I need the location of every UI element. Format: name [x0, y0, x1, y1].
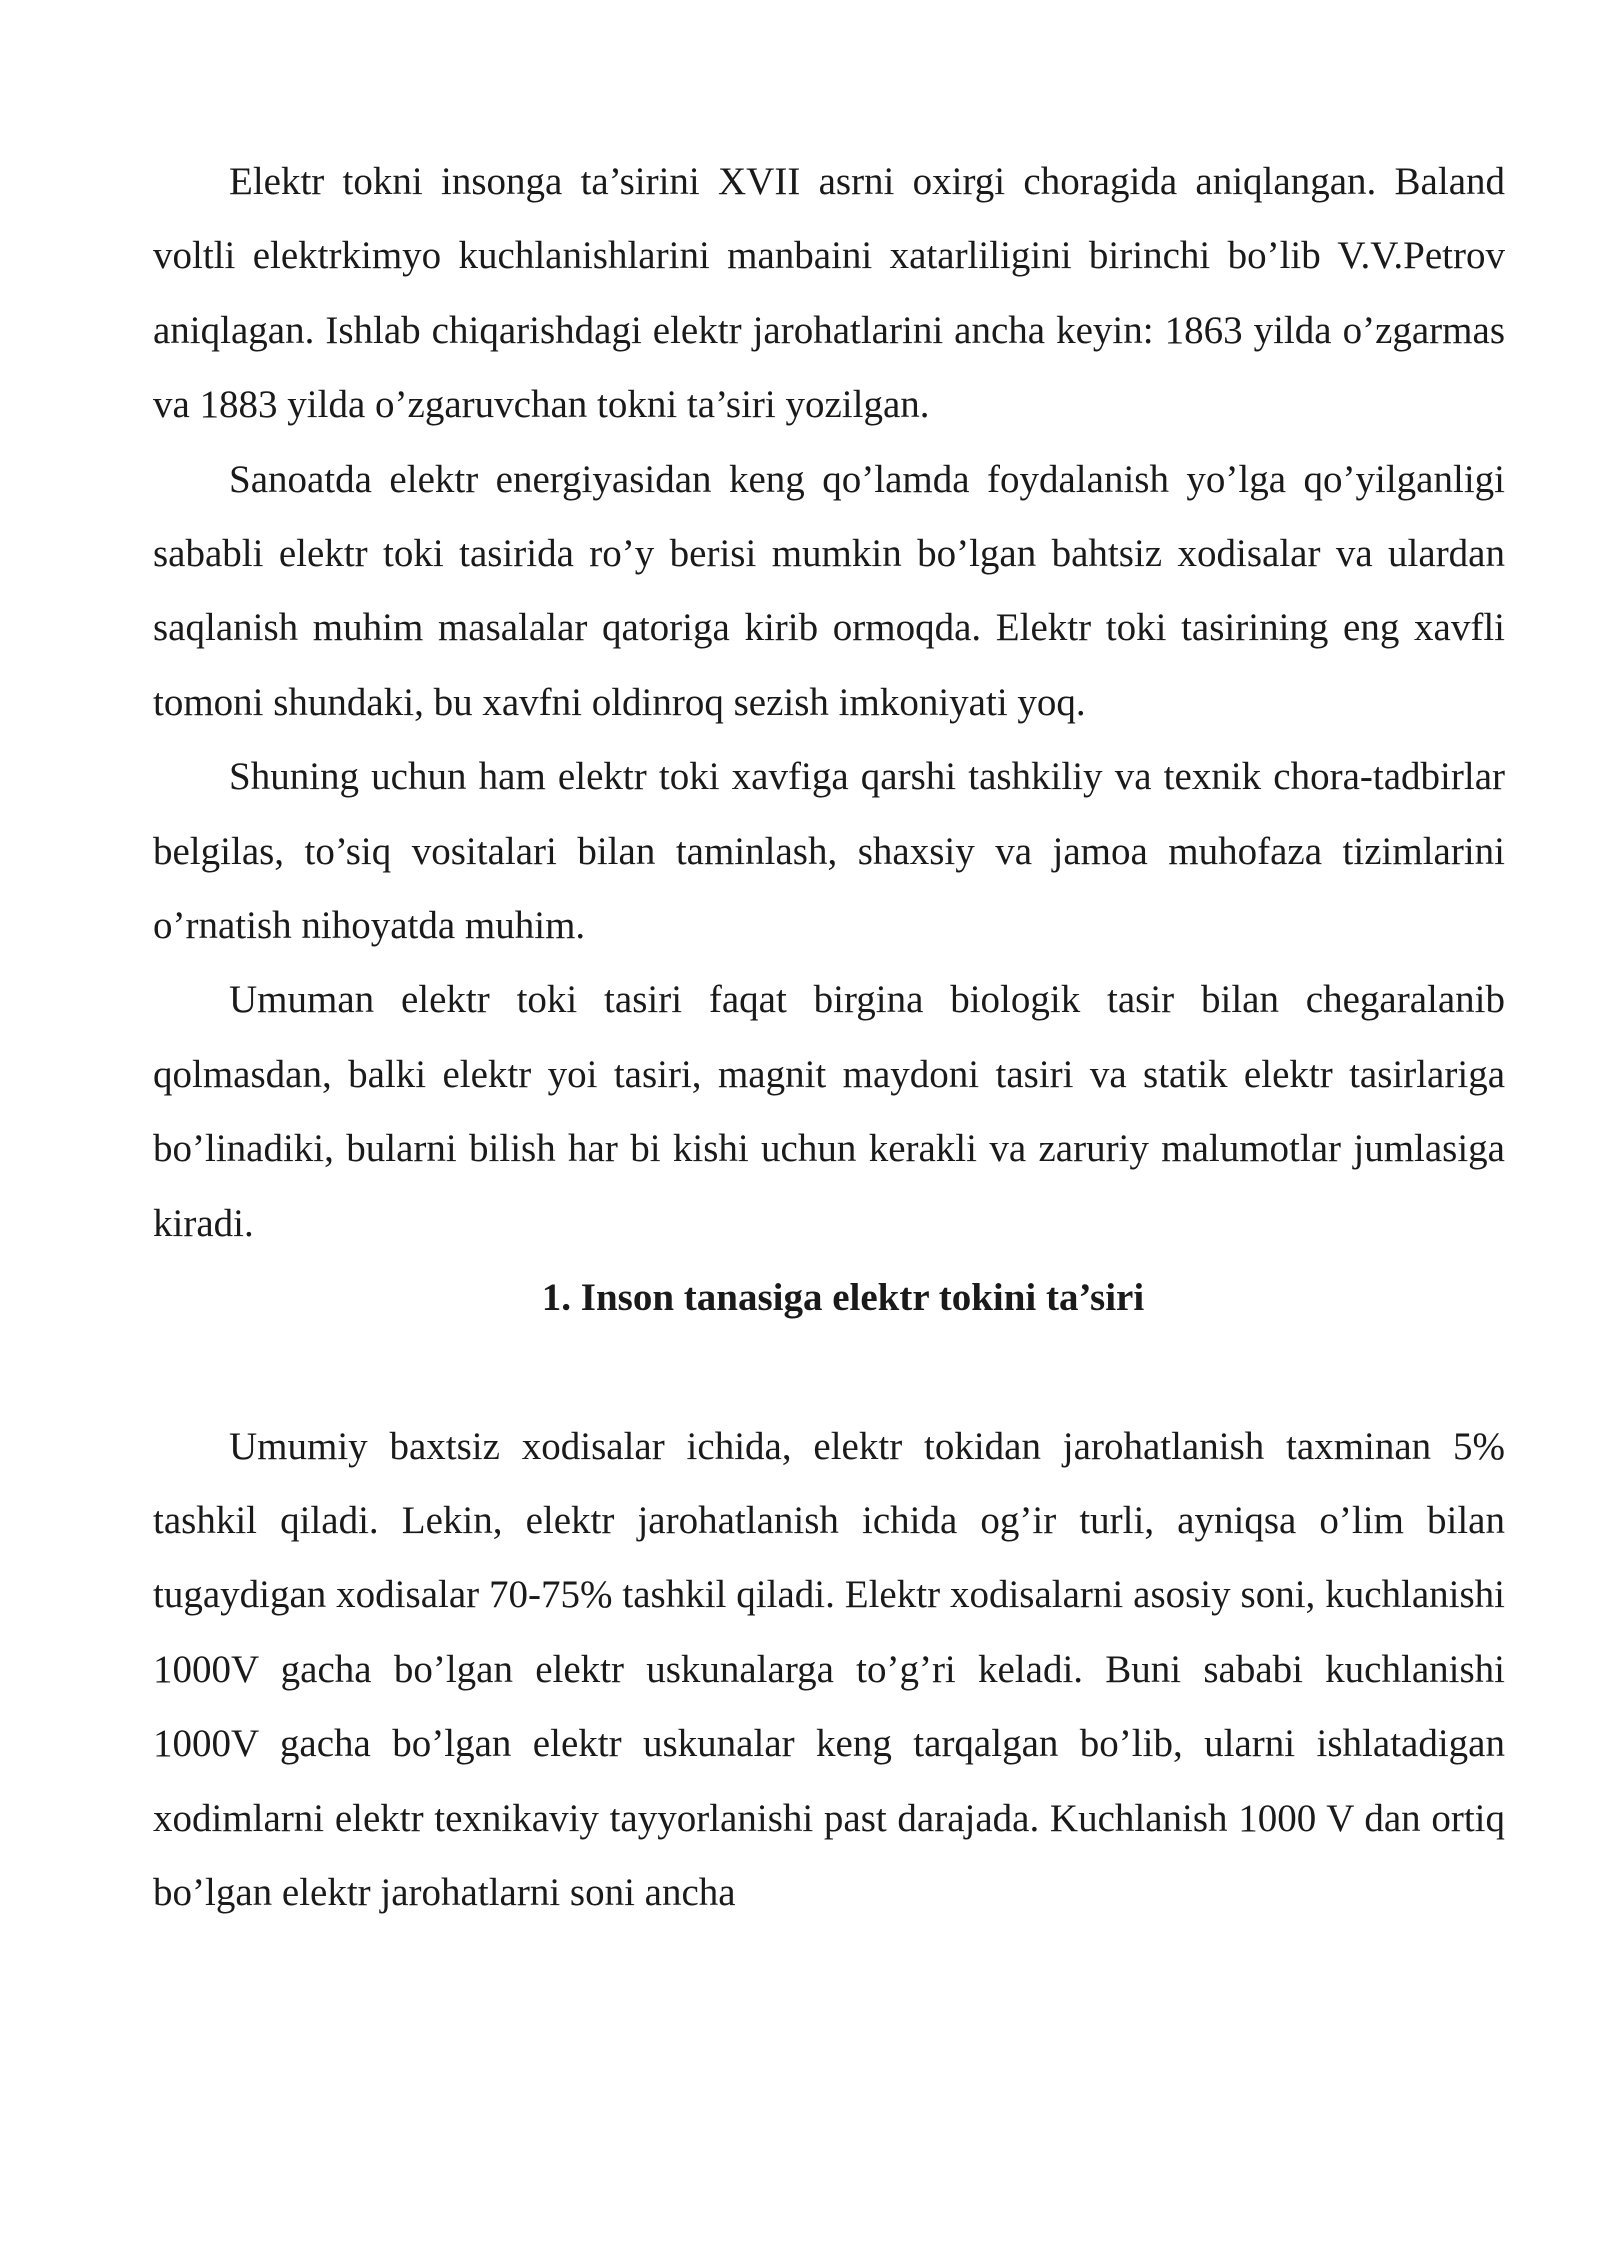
heading-spacer	[153, 1336, 1505, 1410]
paragraph-3: Shuning uchun ham elektr toki xavfiga qarshi tashkiliy va texnik chora-tadbirlar belgilas, to’siq vositalari bilan taminlash, shaxsiy va jamoa muhofaza tizimlarini o’rnatish nihoyatda muhim.	[153, 755, 1505, 948]
document-body	[153, 145, 1505, 1930]
paragraph-5: Umumiy baxtsiz xodisalar ichida, elektr tokidan jarohatlanish taxminan 5% tashkil qiladi. Lekin, elektr jarohatlanish ichida og’ir turli, ayniqsa o’lim bilan tugaydigan xodisalar 70-75% tashkil qiladi. Elektr xodisalarni asosiy soni, kuchlanishi 1000V gacha bo’lgan elektr uskunalarga to’g’ri keladi. Buni sababi kuchlanishi 1000V gacha bo’lgan elektr uskunalar keng tarqalgan bo’lib, ularni ishlatadigan xodimlarni elektr texnikaviy tayyorlanishi past darajada. Kuchlanish 1000 V dan ortiq bo’lgan elektr jarohatlarni soni ancha	[153, 1424, 1505, 1914]
paragraph-2: Sanoatda elektr energiyasidan keng qo’lamda foydalanish yo’lga qo’yilganligi sababli elektr toki tasirida ro’y berisi mumkin bo’lgan bahtsiz xodisalar va ulardan saqlanish muhim masalalar qatoriga kirib ormoqda. Elektr toki tasirining eng xavfli tomoni shundaki, bu xavfni oldinroq sezish imkoniyati yoq.	[153, 457, 1505, 724]
section-heading: 1. Inson tanasiga elektr tokini ta’siri	[541, 1276, 1145, 1320]
paragraph-1: Elektr tokni insonga ta’sirini XVII asrni oxirgi choragida aniqlangan. Baland voltli elektrkimyo kuchlanishlarini manbaini xatarliligini birinchi bo’lib V.V.Petrov aniqlagan. Ishlab chiqarishdagi elektr jarohatlarini ancha keyin: 1863 yilda o’zgarmas va 1883 yilda o’zgaruvchan tokni ta’siri yozilgan.	[153, 160, 1505, 427]
paragraph-4: Umuman elektr toki tasiri faqat birgina biologik tasir bilan chegaralanib qolmasdan, balki elektr yoi tasiri, magnit maydoni tasiri va statik elektr tasirlariga bo’linadiki, bularni bilish har bi kishi uchun kerakli va zaruriy malumotlar jumlasiga kiradi.	[153, 978, 1505, 1245]
